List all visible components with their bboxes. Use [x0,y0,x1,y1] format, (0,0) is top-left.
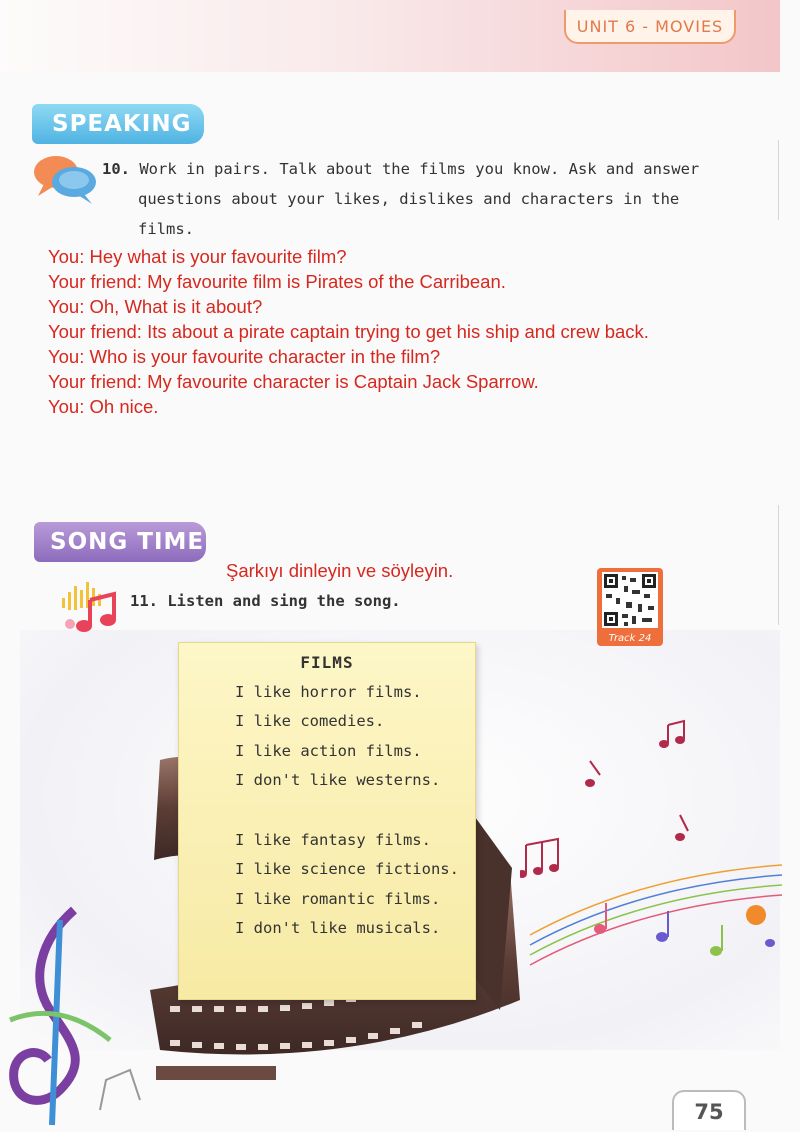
song-lyrics-card [178,642,476,1000]
speech-bubbles-icon [30,150,100,210]
instruction-line-2: questions about your likes, dislikes and characters in the films. [138,190,680,238]
music-notes-icon [520,715,790,975]
turkish-note: Şarkıyı dinleyin ve söyleyin. [226,560,454,581]
lyric-line: I don't like musicals. [235,919,441,937]
dialogue-line: Your friend: My favourite character is Captain Jack Sparrow. [48,371,539,392]
lyric-line: I like action films. [235,742,422,760]
lyric-line: I like science fictions. [235,860,459,878]
song-title: FILMS [300,653,354,672]
task-11-instruction [130,592,401,610]
music-note-icon [56,574,126,636]
dialogue-line: You: Oh, What is it about? [48,296,263,317]
task-number: 11. [130,592,158,610]
page-number: 75 [672,1090,746,1130]
dialogue-line: You: Hey what is your favourite film? [48,246,347,267]
lyric-line: I like fantasy films. [235,831,431,849]
song-time-badge: SONG TIME [34,522,206,562]
dialogue-line: Your friend: My favourite film is Pirates of the Carribean. [48,271,506,292]
page-edge-line [778,505,779,625]
instruction: Listen and sing the song. [167,592,401,610]
instruction-line-1: Work in pairs. Talk about the films you know. Ask and answer [139,160,700,178]
qr-pattern [602,572,658,628]
qr-track-label: Track 24 [608,633,652,644]
dialogue-block [48,244,748,419]
dialogue-line: You: Who is your favourite character in the film? [48,346,441,367]
qr-code-icon[interactable] [597,568,663,646]
task-number: 10. [102,160,130,178]
treble-clef-icon [0,900,150,1130]
dialogue-line: Your friend: Its about a pirate captain trying to get his ship and crew back. [48,321,649,342]
dialogue-line: You: Oh nice. [48,396,159,417]
speaking-badge: SPEAKING [32,104,204,144]
unit-label: UNIT 6 - MOVIES [564,10,736,44]
lyric-line: I like romantic films. [235,890,441,908]
lyric-line: I like comedies. [235,712,385,730]
lyric-line: I don't like westerns. [235,771,441,789]
page-edge-line [778,140,779,220]
task-10-instruction [102,154,702,244]
lyric-line: I like horror films. [235,683,422,701]
